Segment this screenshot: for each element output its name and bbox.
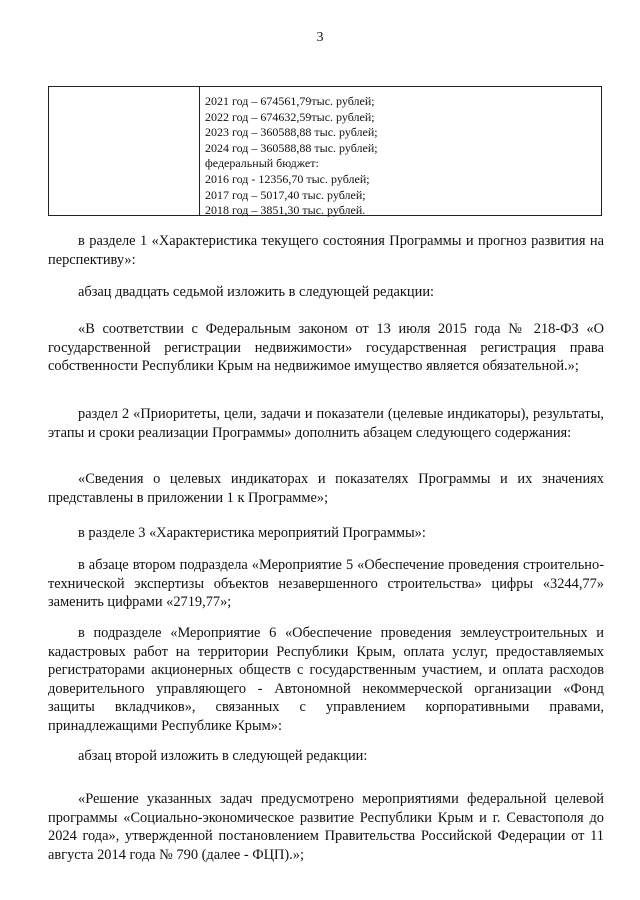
budget-line: 2017 год – 5017,40 тыс. рублей; [205,187,366,202]
budget-line: 2022 год – 674632,59тыс. рублей; [205,109,375,124]
budget-line: федеральный бюджет: [205,156,319,171]
budget-line: 2018 год – 3851,30 тыс. рублей. [205,203,366,218]
budget-line: 2023 год – 360588,88 тыс. рублей; [205,125,378,140]
paragraph-2-instruction: абзац второй изложить в следующей редакции: [78,748,368,764]
budget-line: 2016 год - 12356,70 тыс. рублей; [205,171,370,186]
budget-line: 2021 год – 674561,79тыс. рублей; [205,94,375,108]
measure-6-paragraph: в подразделе «Мероприятие 6 «Обеспечение проведения землеустроительных и кадастровых работ на территории Республики Крым, оплата услуг, предоставляемых регистраторами акционерных обществ с государственным участием, и оплата расходов доверительного управляющего - Автономной некоммерческой организации «Фонд защиты вкладчиков», связанных с управлением корпоративными правами, принадлежащими Республике Крым»: [48,625,604,734]
fcp-quote-paragraph: «Решение указанных задач предусмотрено мероприятиями федеральной целевой программы «Социально-экономическое развитие Республики Крым и г. Севастополя до 2024 года», утвержденной постановлением Правительства Российской Федерации от 11 августа 2014 года № 790 (далее - ФЦП).»; [48,791,604,863]
section-1-paragraph: в разделе 1 «Характеристика текущего состояния Программы и прогноз развития на перспективу»: [48,233,604,268]
page-number: 3 [316,30,324,45]
section-2-paragraph: раздел 2 «Приоритеты, цели, задачи и показатели (целевые индикаторы), результаты, этапы и сроки реализации Программы» дополнить абзацем следующего содержания: [48,406,604,441]
budget-line: 2024 год – 360588,88 тыс. рублей; [205,140,378,155]
budget-table [48,86,602,216]
quoted-law-paragraph: «В соответствии с Федеральным законом от 13 июля 2015 года № 218-ФЗ «О государственной регистрации недвижимости» государственная регистрация права собственности Республики Крым на недвижимое имущество является обязательной.»; [48,321,604,374]
budget-table-empty-cell [49,87,200,215]
paragraph-27-instruction: абзац двадцать седьмой изложить в следующей редакции: [78,284,435,300]
section-3-paragraph: в разделе 3 «Характеристика мероприятий Программы»: [78,525,426,541]
measure-5-paragraph: в абзаце втором подраздела «Мероприятие 5 «Обеспечение проведения строительно-технической экспертизы объектов незавершенного строительства» цифры «3244,77» заменить цифрами «2719,77»; [48,557,604,610]
indicators-quote-paragraph: «Сведения о целевых индикаторах и показателях Программы и их значениях представлены в приложении 1 к Программе»; [48,471,604,506]
budget-table-values-cell [200,87,601,218]
